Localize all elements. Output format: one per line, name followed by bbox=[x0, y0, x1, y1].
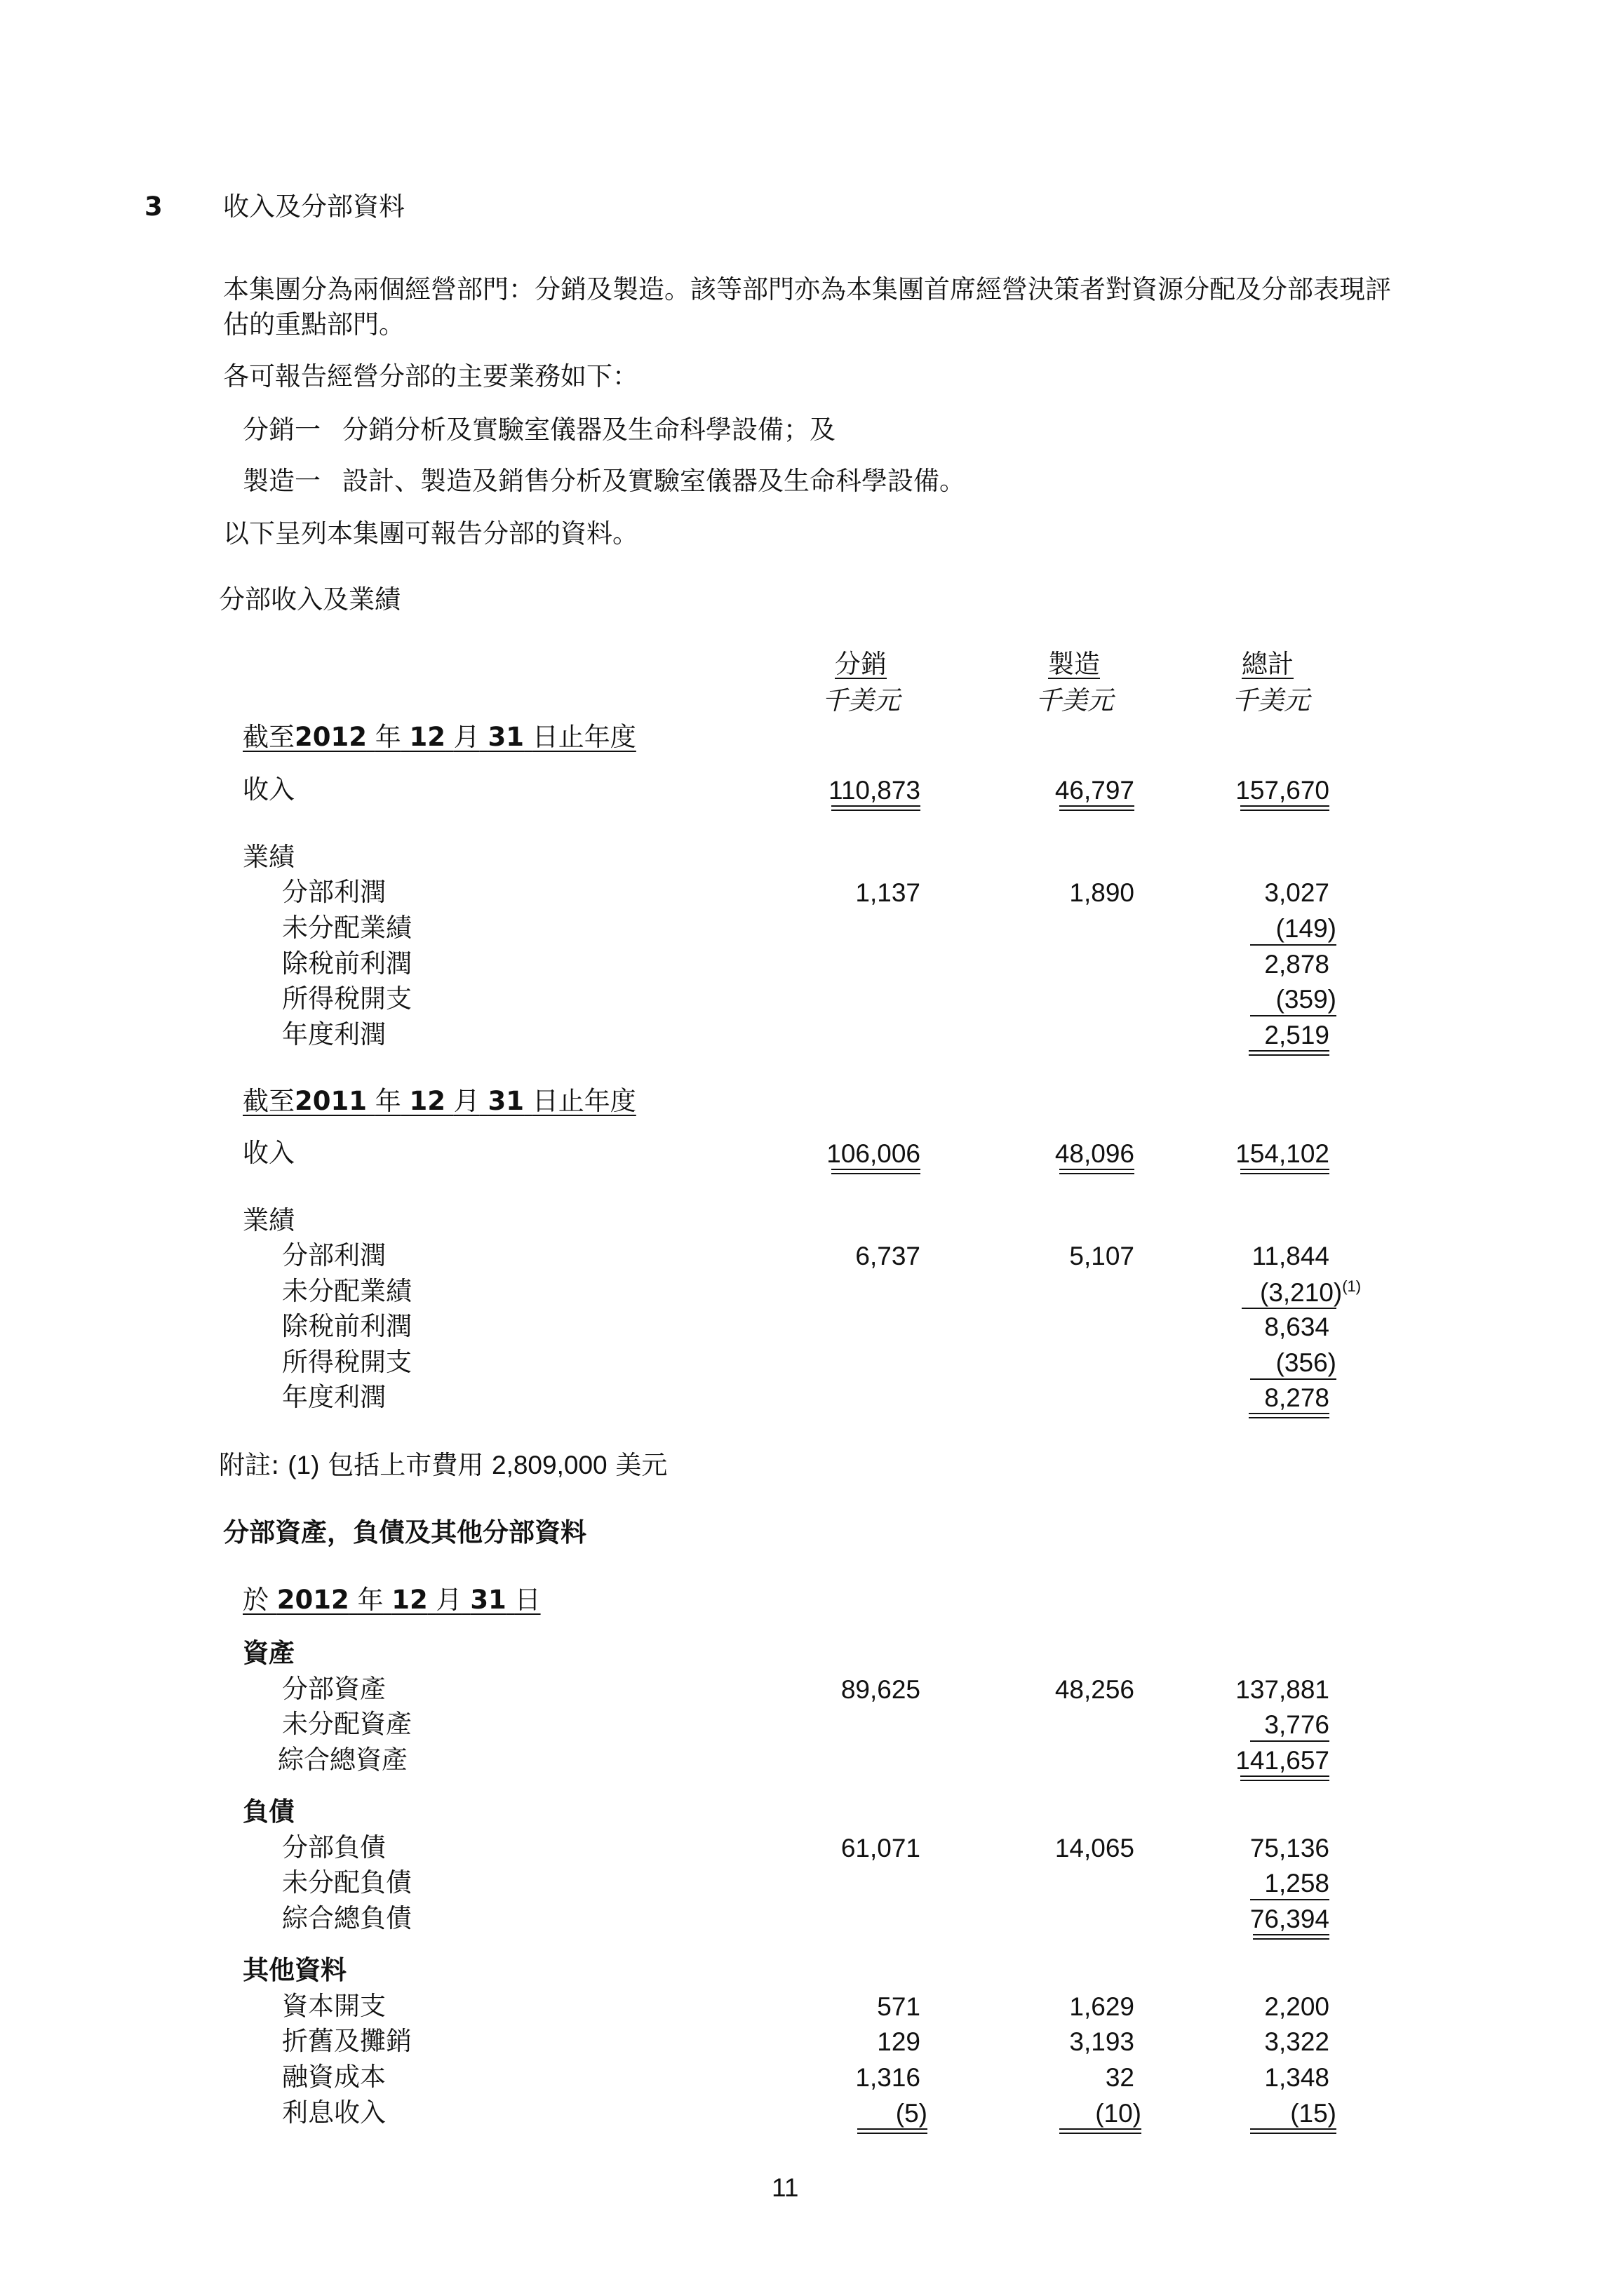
segment-assets-distribution: 89,625 bbox=[840, 1675, 920, 1704]
row-label: 未分配業績 bbox=[282, 1276, 412, 1306]
underline bbox=[1250, 2133, 1336, 2134]
row-label: 除稅前利潤 bbox=[282, 1311, 412, 1341]
unallocated-results-2011: $(3,210)^{(1)}$ bbox=[1260, 1277, 1362, 1307]
underline bbox=[857, 2128, 927, 2130]
row-label: 未分配負債 bbox=[282, 1867, 412, 1898]
segment-profit-manufacturing-2011: 5,107 bbox=[1069, 1242, 1134, 1270]
row-label: 分部利潤 bbox=[282, 1240, 386, 1270]
depreciation-manufacturing: 3,193 bbox=[1069, 2027, 1134, 2056]
underline bbox=[1250, 1378, 1336, 1380]
segment-profit-total-2011: 11,844 bbox=[1251, 1242, 1329, 1270]
profit-before-tax-2012: 2,878 bbox=[1264, 950, 1329, 979]
unallocated-results-2012: (149) bbox=[1275, 914, 1336, 943]
unallocated-liabilities: 1,258 bbox=[1264, 1869, 1329, 1898]
intro-paragraph: 以下呈列本集團可報告分部的資料。 bbox=[223, 518, 638, 549]
row-label: 其他資料 bbox=[243, 1955, 347, 1985]
segment-liabilities-manufacturing: 14,065 bbox=[1054, 1834, 1134, 1862]
revenue-total-2012: 157,670 bbox=[1235, 776, 1329, 805]
total-assets: 141,657 bbox=[1235, 1746, 1329, 1775]
depreciation-total: 3,322 bbox=[1264, 2027, 1329, 2056]
segment-item-text: 設計、製造及銷售分析及實驗室儀器及生命科學設備。 bbox=[342, 466, 965, 496]
assets-liabilities-heading: 分部資產，負債及其他分部資料 bbox=[223, 1517, 586, 1548]
double-underline bbox=[1240, 1169, 1329, 1174]
segment-profit-distribution-2012: 1,137 bbox=[855, 878, 920, 907]
capex-total: 2,200 bbox=[1264, 1992, 1329, 2021]
row-label: 綜合總資產 bbox=[278, 1745, 408, 1775]
capex-manufacturing: 1,629 bbox=[1069, 1992, 1134, 2021]
double-underline bbox=[1249, 1413, 1329, 1418]
segment-item-label: 分銷一 bbox=[243, 415, 321, 445]
finance-cost-manufacturing: 32 bbox=[1105, 2063, 1134, 2092]
section-number: 3 bbox=[145, 192, 163, 222]
intro-paragraph-line: 估的重點部門。 bbox=[223, 309, 405, 340]
intro-paragraph: 各可報告經營分部的主要業務如下： bbox=[223, 361, 638, 391]
row-label: 業績 bbox=[243, 1205, 295, 1235]
interest-income-manufacturing: (10) bbox=[1095, 2099, 1141, 2128]
double-underline bbox=[1059, 1169, 1134, 1174]
underline bbox=[1250, 1015, 1336, 1016]
profit-before-tax-2011: 8,634 bbox=[1264, 1313, 1329, 1341]
double-underline bbox=[1240, 1775, 1329, 1781]
page-number: 11 bbox=[772, 2173, 799, 2202]
row-label: 除稅前利潤 bbox=[282, 948, 412, 979]
depreciation-distribution: 129 bbox=[877, 2027, 920, 2056]
underline bbox=[1059, 2128, 1141, 2130]
interest-income-distribution: (5) bbox=[895, 2099, 927, 2128]
underline bbox=[857, 2133, 927, 2134]
finance-cost-total: 1,348 bbox=[1264, 2063, 1329, 2092]
row-label: 所得稅開支 bbox=[282, 983, 412, 1014]
row-label: 業績 bbox=[243, 842, 295, 872]
interest-income-total: (15) bbox=[1290, 2099, 1336, 2128]
row-label: 分部利潤 bbox=[282, 877, 386, 907]
balance-date: 於 2012 年 12 月 31 日 bbox=[243, 1585, 541, 1615]
row-label: 分部資產 bbox=[282, 1674, 386, 1704]
underline bbox=[1250, 1899, 1329, 1900]
profit-for-year-2011: 8,278 bbox=[1264, 1383, 1329, 1412]
segment-liabilities-total: 75,136 bbox=[1249, 1834, 1329, 1862]
underline bbox=[1242, 1308, 1336, 1309]
intro-paragraph-line: 本集團分為兩個經營部門：分銷及製造。該等部門亦為本集團首席經營決策者對資源分配及分部表現評 bbox=[223, 274, 1391, 304]
income-tax-2011: (356) bbox=[1275, 1348, 1336, 1377]
row-label: 未分配業績 bbox=[282, 913, 412, 943]
double-underline bbox=[1240, 805, 1329, 811]
column-header-distribution: 分銷 bbox=[835, 649, 887, 679]
revenue-distribution-2011: 106,006 bbox=[826, 1139, 920, 1168]
segment-item-label: 製造一 bbox=[243, 466, 321, 496]
row-label: 收入 bbox=[243, 1138, 295, 1168]
profit-for-year-2012: 2,519 bbox=[1264, 1021, 1329, 1049]
row-label: 資本開支 bbox=[282, 1991, 386, 2021]
row-label: 資產 bbox=[243, 1638, 295, 1668]
underline bbox=[1059, 2133, 1141, 2134]
underline bbox=[1250, 944, 1336, 946]
row-label: 分部負債 bbox=[282, 1832, 386, 1862]
segment-liabilities-distribution: 61,071 bbox=[840, 1834, 920, 1862]
column-header-manufacturing: 製造 bbox=[1048, 649, 1100, 679]
double-underline bbox=[831, 805, 920, 811]
segment-profit-distribution-2011: 6,737 bbox=[855, 1242, 920, 1270]
row-label: 折舊及攤銷 bbox=[282, 2026, 412, 2056]
row-label: 綜合總負債 bbox=[282, 1903, 412, 1933]
segment-profit-total-2012: 3,027 bbox=[1264, 878, 1329, 907]
segment-assets-manufacturing: 48,256 bbox=[1054, 1675, 1134, 1704]
total-liabilities: 76,394 bbox=[1249, 1905, 1329, 1933]
unallocated-assets: 3,776 bbox=[1264, 1710, 1329, 1739]
row-label: 負債 bbox=[243, 1797, 295, 1827]
double-underline bbox=[1059, 805, 1134, 811]
income-tax-2012: (359) bbox=[1275, 985, 1336, 1014]
segment-item-text: 分銷分析及實驗室儀器及生命科學設備；及 bbox=[342, 415, 836, 445]
revenue-manufacturing-2011: 48,096 bbox=[1054, 1139, 1134, 1168]
period-title-2012: 截至2012 年 12 月 31 日止年度 bbox=[243, 722, 636, 752]
row-label: 未分配資產 bbox=[282, 1709, 412, 1739]
segment-profit-manufacturing-2012: 1,890 bbox=[1069, 878, 1134, 907]
finance-cost-distribution: 1,316 bbox=[855, 2063, 920, 2092]
row-label: 融資成本 bbox=[282, 2062, 386, 2092]
row-label: 收入 bbox=[243, 774, 295, 805]
footnote-marker: (1) bbox=[1342, 1277, 1362, 1295]
column-unit: 千美元 bbox=[822, 685, 900, 716]
row-label: 所得稅開支 bbox=[282, 1347, 412, 1377]
row-label: 年度利潤 bbox=[282, 1382, 386, 1412]
row-label: 年度利潤 bbox=[282, 1019, 386, 1049]
period-title-2011: 截至2011 年 12 月 31 日止年度 bbox=[243, 1086, 636, 1116]
section-title: 收入及分部資料 bbox=[223, 192, 405, 222]
row-label: 利息收入 bbox=[282, 2097, 386, 2128]
double-underline bbox=[1253, 1934, 1329, 1940]
underline bbox=[1250, 2128, 1336, 2130]
double-underline bbox=[831, 1169, 920, 1174]
column-header-total: 總計 bbox=[1242, 649, 1294, 679]
double-underline bbox=[1249, 1050, 1329, 1056]
revenue-manufacturing-2012: 46,797 bbox=[1054, 776, 1134, 805]
column-unit: 千美元 bbox=[1035, 685, 1113, 716]
footnote: 附註: (1) 包括上市費用 2,809,000 美元 bbox=[219, 1450, 668, 1480]
revenue-total-2011: 154,102 bbox=[1235, 1139, 1329, 1168]
capex-distribution: 571 bbox=[877, 1992, 920, 2021]
revenue-distribution-2012: 110,873 bbox=[828, 776, 920, 805]
results-heading: 分部收入及業績 bbox=[219, 584, 401, 615]
underline bbox=[1250, 1740, 1329, 1742]
segment-assets-total: 137,881 bbox=[1235, 1675, 1329, 1704]
column-unit: 千美元 bbox=[1232, 685, 1310, 716]
